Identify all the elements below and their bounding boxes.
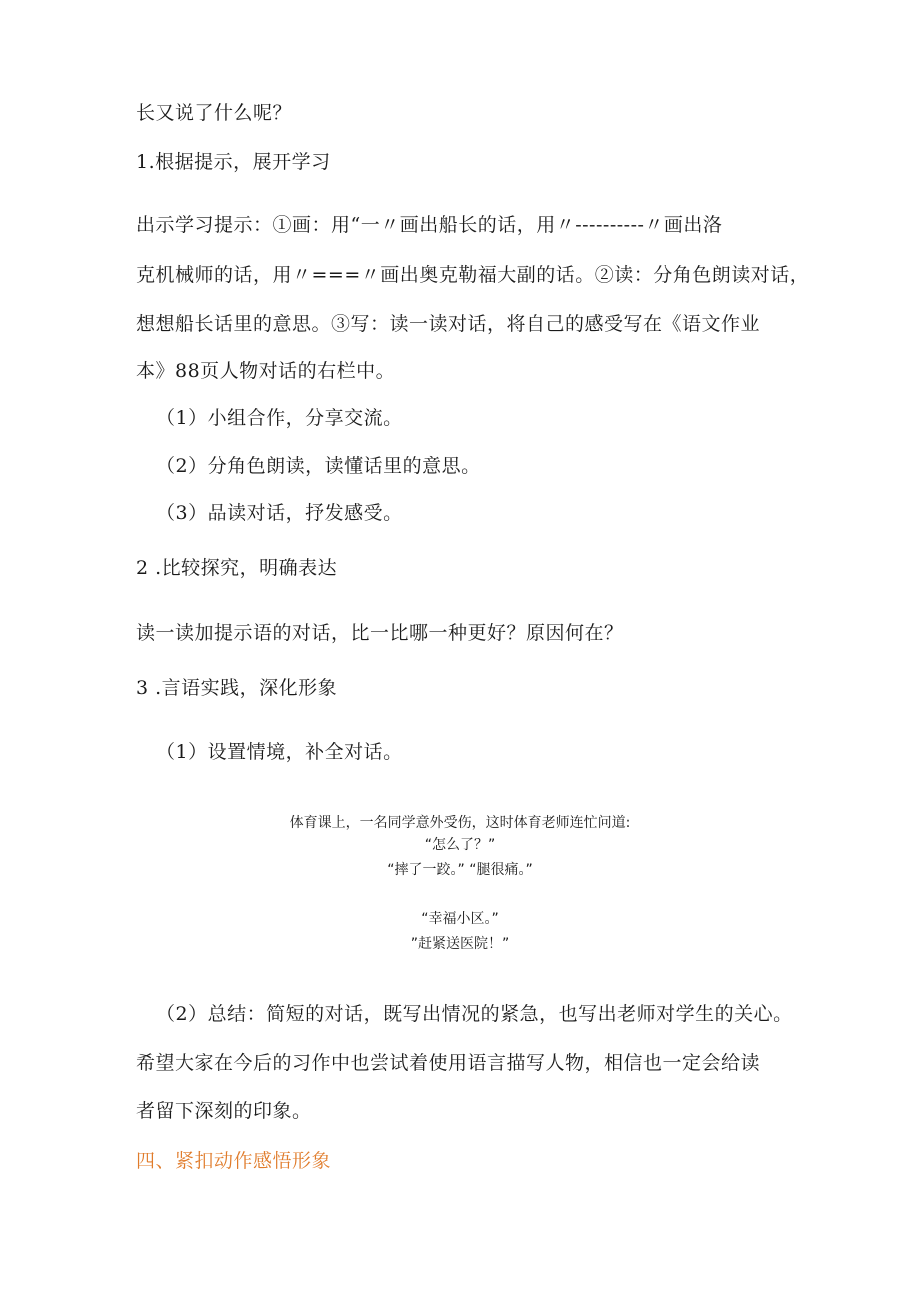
dialog-line: “摔了一跤。” “腿很痛。”	[387, 862, 533, 878]
list-item: （3）品读对话，抒发感受。	[156, 502, 403, 524]
list-item: （1）小组合作，分享交流。	[156, 407, 403, 429]
text-line: 本》88页人物对话的右栏中。	[136, 360, 396, 382]
list-item: （1）设置情境，补全对话。	[156, 741, 403, 763]
text-line: 想想船长话里的意思。③写：读一读对话，将自己的感受写在《语文作业	[136, 313, 761, 335]
subheading-3: 3 .言语实践，深化形象	[136, 677, 338, 699]
subheading-1: 1.根据提示，展开学习	[136, 151, 331, 173]
summary-line: 希望大家在今后的习作中也尝试着使用语言描写人物，相信也一定会给读	[136, 1052, 761, 1074]
list-item: （2）分角色朗读，读懂话里的意思。	[156, 455, 481, 477]
dialog-line: ”赶紧送医院！”	[410, 936, 510, 952]
section-heading: 四、紧扣动作感悟形象	[136, 1150, 332, 1172]
text-line: 出示学习提示：①画：用“一〃画出船长的话，用〃----------〃画出洛	[136, 214, 723, 236]
summary-line: （2）总结：简短的对话，既写出情况的紧急，也写出老师对学生的关心。	[156, 1003, 793, 1025]
text-line: 长又说了什么呢？	[136, 102, 293, 124]
summary-line: 者留下深刻的印象。	[136, 1100, 312, 1122]
subheading-2: 2 .比较探究，明确表达	[136, 557, 338, 579]
text-line: 读一读加提示语的对话，比一比哪一种更好？原因何在？	[136, 622, 624, 644]
dialog-line: “幸福小区。”	[421, 911, 499, 927]
dialog-line: “怎么了？”	[424, 837, 496, 853]
dialog-line: 体育课上，一名同学意外受伤，这时体育老师连忙问道:	[289, 815, 631, 831]
text-line: 克机械师的话，用〃===〃画出奥克勒福大副的话。②读：分角色朗读对话，	[136, 264, 810, 286]
